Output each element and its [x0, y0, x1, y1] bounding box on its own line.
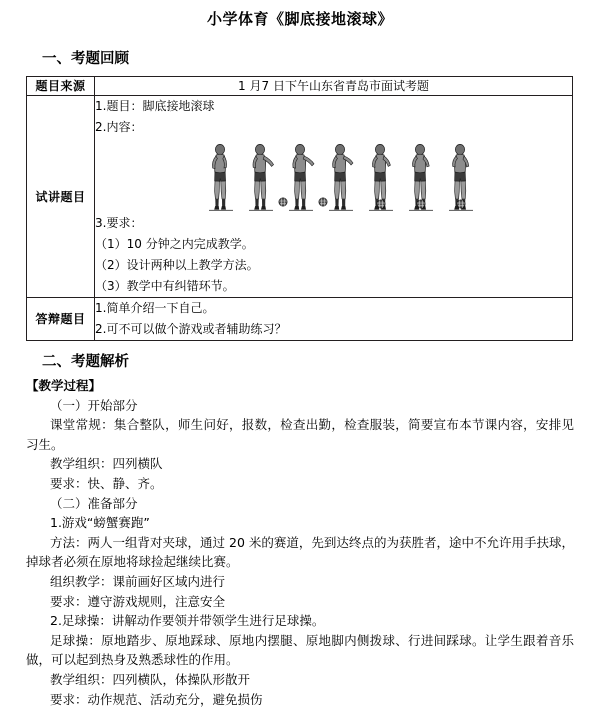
- part-two-paragraph-5: 2.足球操：讲解动作要领并带领学生进行足球操。: [26, 611, 574, 631]
- topic-requirements-label: 3.要求：: [95, 213, 572, 234]
- section-two-heading: 二、考题解析: [42, 352, 600, 372]
- row-label-defense: 答辩题目: [27, 298, 95, 341]
- ball-5: [457, 200, 465, 208]
- part-two-paragraph-3: 组织教学：课前画好区域内进行: [26, 572, 574, 592]
- page-title: 小学体育《脚底接地滚球》: [0, 0, 600, 29]
- part-one-paragraph-3: 要求：快、静、齐。: [26, 474, 574, 494]
- part-two-paragraph-2: 方法：两人一组背对夹球，通过 20 米的赛道，先到达终点的为获胜者，途中不允许用手扶球，掉球者必须在原地将球捡起继续比赛。: [26, 533, 574, 572]
- part-two-paragraph-7: 教学组织：四列横队，体操队形散开: [26, 670, 574, 690]
- ball-3: [377, 200, 385, 208]
- defense-question-1: 1.简单介绍一下自己。: [95, 298, 572, 319]
- table-row-topic: [27, 96, 573, 298]
- defense-question-2: 2.可不可以做个游戏或者辅助练习？: [95, 319, 572, 340]
- part-two-paragraph-1: 1.游戏“螃蟹赛跑”: [26, 513, 574, 533]
- part-two-paragraph-8: 要求：动作规范、活动充分，避免损伤: [26, 690, 574, 709]
- exam-review-table: [26, 76, 573, 341]
- soccer-sequence-figure: [203, 140, 503, 212]
- topic-line-content: 2.内容：: [95, 117, 572, 138]
- ball-4: [417, 200, 425, 208]
- figure-strip: [95, 140, 572, 212]
- ball-2: [319, 198, 327, 206]
- part-one-title: （一）开始部分: [26, 396, 574, 416]
- topic-line-title: 1.题目：脚底接地滚球: [95, 96, 572, 117]
- ball-1: [279, 198, 287, 206]
- row-label-topic: 试讲题目: [27, 96, 95, 298]
- part-two-paragraph-4: 要求：遵守游戏规则，注意安全: [26, 592, 574, 612]
- topic-requirement-2: （2）设计两种以上教学方法。: [95, 255, 572, 276]
- soccer-sole-trap-sequence-icon: [203, 140, 503, 212]
- cell-topic-body: [95, 96, 573, 298]
- row-label-source: 题目来源: [27, 77, 95, 96]
- part-one-paragraph-2: 教学组织：四列横队: [26, 454, 574, 474]
- part-one-paragraph-1: 课堂常规：集合整队，师生问好，报数，检查出勤，检查服装，简要宣布本节课内容，安排见习生。: [26, 415, 574, 454]
- table-row-source: [27, 77, 573, 96]
- section-one-heading: 一、考题回顾: [42, 49, 600, 69]
- teaching-process-label: 【教学过程】: [26, 376, 574, 396]
- cell-defense-body: [95, 298, 573, 341]
- part-two-paragraph-6: 足球操：原地踏步、原地踩球、原地内摆腿、原地脚内侧拨球、行进间踩球。让学生跟着音乐做，可以起到热身及熟悉球性的作用。: [26, 631, 574, 670]
- analysis-body: [26, 376, 574, 709]
- cell-source-value: 1 月7 日下午山东省青岛市面试考题: [95, 77, 573, 96]
- table-row-defense: [27, 298, 573, 341]
- topic-requirement-1: （1）10 分钟之内完成教学。: [95, 234, 572, 255]
- part-two-title: （二）准备部分: [26, 494, 574, 514]
- topic-requirement-3: （3）教学中有纠错环节。: [95, 276, 572, 297]
